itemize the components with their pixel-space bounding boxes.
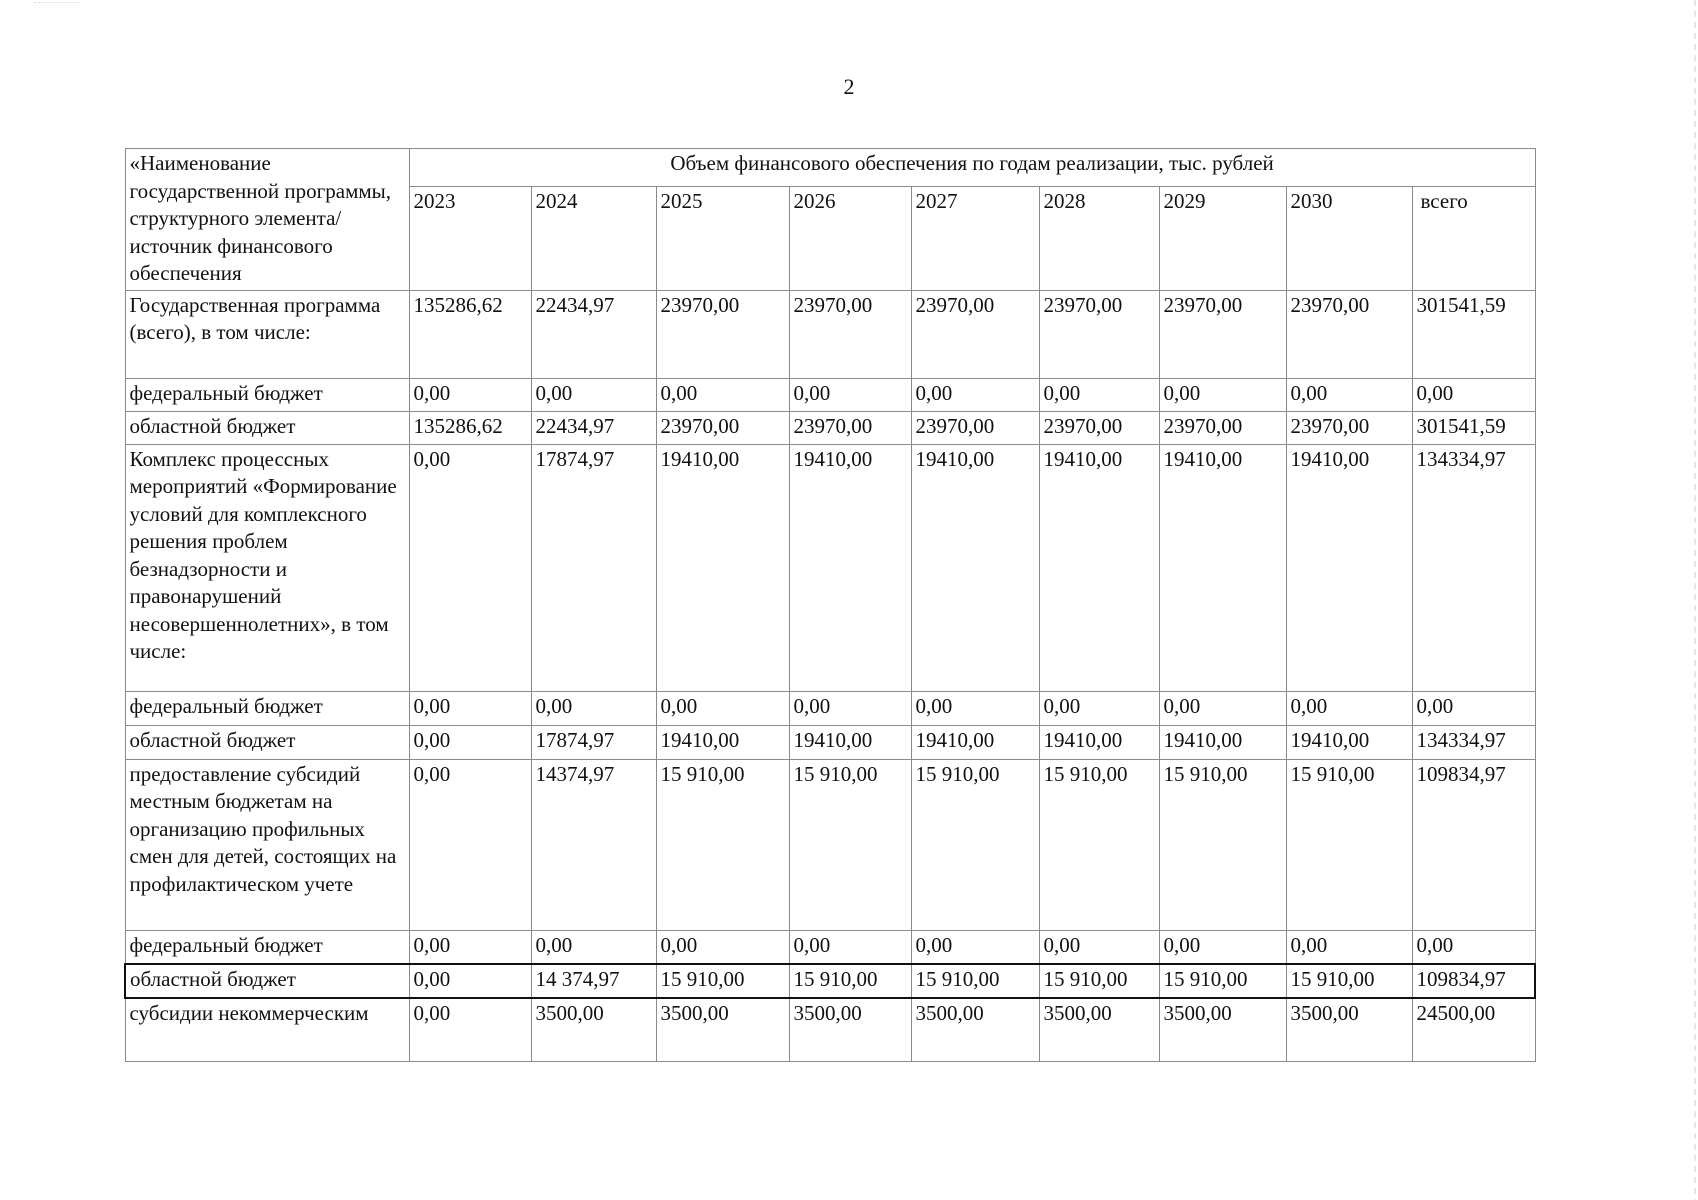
value-cell: 0,00: [789, 691, 911, 725]
value-cell: 0,00: [409, 691, 531, 725]
value-cell: 0,00: [911, 378, 1039, 411]
highlighted-row: [125, 964, 1535, 998]
total-cell: 0,00: [1412, 378, 1535, 411]
value-cell: 15 910,00: [1039, 759, 1159, 930]
value-cell: 15 910,00: [1039, 964, 1159, 998]
value-cell: 3500,00: [1286, 998, 1412, 1061]
value-cell: 0,00: [409, 444, 531, 691]
value-cell: 14374,97: [531, 759, 656, 930]
table-row: [125, 725, 1535, 759]
table-row: [125, 378, 1535, 411]
value-cell: 19410,00: [1039, 444, 1159, 691]
table-row: [125, 444, 1535, 691]
value-cell: 15 910,00: [911, 759, 1039, 930]
table-row: [125, 411, 1535, 444]
value-cell: 15 910,00: [1159, 759, 1286, 930]
financing-table: [124, 148, 1536, 1062]
value-cell: 0,00: [1039, 691, 1159, 725]
value-cell: 23970,00: [1286, 290, 1412, 378]
value-cell: 0,00: [911, 691, 1039, 725]
value-cell: 15 910,00: [656, 759, 789, 930]
value-cell: 22434,97: [531, 290, 656, 378]
value-cell: 3500,00: [1039, 998, 1159, 1061]
table-row: [125, 930, 1535, 964]
year-header: 2029: [1159, 186, 1286, 290]
value-cell: 23970,00: [1286, 411, 1412, 444]
value-cell: 19410,00: [1159, 725, 1286, 759]
value-cell: 23970,00: [1159, 411, 1286, 444]
table-row: [125, 691, 1535, 725]
value-cell: 0,00: [1286, 378, 1412, 411]
year-header: 2030: [1286, 186, 1412, 290]
value-cell: 15 910,00: [1286, 759, 1412, 930]
value-cell: 0,00: [1039, 930, 1159, 964]
value-cell: 15 910,00: [1159, 964, 1286, 998]
total-cell: 301541,59: [1412, 411, 1535, 444]
value-cell: 3500,00: [1159, 998, 1286, 1061]
year-header: 2023: [409, 186, 531, 290]
total-cell: 301541,59: [1412, 290, 1535, 378]
value-cell: 0,00: [789, 378, 911, 411]
value-cell: 0,00: [531, 691, 656, 725]
total-cell: 0,00: [1412, 930, 1535, 964]
value-cell: 23970,00: [1039, 290, 1159, 378]
row-name: федеральный бюджет: [125, 930, 409, 964]
volume-header: Объем финансового обеспечения по годам реализации, тыс. рублей: [409, 149, 1535, 187]
total-cell: 134334,97: [1412, 725, 1535, 759]
year-header: 2024: [531, 186, 656, 290]
value-cell: 23970,00: [911, 290, 1039, 378]
header-row: [125, 149, 1535, 187]
value-cell: 3500,00: [789, 998, 911, 1061]
value-cell: 23970,00: [1159, 290, 1286, 378]
value-cell: 0,00: [1286, 691, 1412, 725]
year-header: 2027: [911, 186, 1039, 290]
value-cell: 0,00: [789, 930, 911, 964]
value-cell: 19410,00: [656, 444, 789, 691]
total-cell: 24500,00: [1412, 998, 1535, 1061]
row-name: предоставление субсидий местным бюджетам на организацию профильных смен для детей, состоящих на профилактическом учете: [125, 759, 409, 930]
value-cell: 19410,00: [1286, 444, 1412, 691]
value-cell: 0,00: [409, 998, 531, 1061]
value-cell: 0,00: [409, 759, 531, 930]
value-cell: 23970,00: [1039, 411, 1159, 444]
page-number: 2: [843, 74, 855, 99]
row-name: субсидии некоммерческим: [125, 998, 409, 1061]
total-cell: 109834,97: [1412, 964, 1535, 998]
value-cell: 19410,00: [1159, 444, 1286, 691]
scan-artifact: [34, 2, 80, 5]
value-cell: 0,00: [409, 725, 531, 759]
value-cell: 0,00: [531, 378, 656, 411]
value-cell: 0,00: [1159, 691, 1286, 725]
value-cell: 0,00: [409, 930, 531, 964]
value-cell: 17874,97: [531, 444, 656, 691]
total-cell: 0,00: [1412, 691, 1535, 725]
value-cell: 19410,00: [911, 444, 1039, 691]
value-cell: 23970,00: [911, 411, 1039, 444]
value-cell: 0,00: [656, 378, 789, 411]
value-cell: 15 910,00: [1286, 964, 1412, 998]
total-header: всего: [1412, 186, 1535, 290]
value-cell: 0,00: [656, 691, 789, 725]
value-cell: 0,00: [1039, 378, 1159, 411]
value-cell: 15 910,00: [789, 759, 911, 930]
value-cell: 15 910,00: [789, 964, 911, 998]
value-cell: 15 910,00: [656, 964, 789, 998]
value-cell: 19410,00: [911, 725, 1039, 759]
row-name: федеральный бюджет: [125, 691, 409, 725]
value-cell: 19410,00: [1286, 725, 1412, 759]
table-row: [125, 290, 1535, 378]
table-row: [125, 998, 1535, 1061]
value-cell: 17874,97: [531, 725, 656, 759]
value-cell: 135286,62: [409, 411, 531, 444]
value-cell: 3500,00: [911, 998, 1039, 1061]
total-cell: 109834,97: [1412, 759, 1535, 930]
value-cell: 23970,00: [789, 290, 911, 378]
year-header: 2028: [1039, 186, 1159, 290]
value-cell: 0,00: [911, 930, 1039, 964]
value-cell: 0,00: [531, 930, 656, 964]
value-cell: 0,00: [1286, 930, 1412, 964]
value-cell: 0,00: [409, 378, 531, 411]
scan-edge: [1694, 0, 1696, 1200]
value-cell: 22434,97: [531, 411, 656, 444]
value-cell: 15 910,00: [911, 964, 1039, 998]
total-cell: 134334,97: [1412, 444, 1535, 691]
year-header: 2026: [789, 186, 911, 290]
value-cell: 0,00: [656, 930, 789, 964]
value-cell: 23970,00: [656, 411, 789, 444]
row-name: федеральный бюджет: [125, 378, 409, 411]
value-cell: 19410,00: [789, 725, 911, 759]
name-column-header: «Наименование государственной программы, структурного элемента/источник финансового обеспечения: [125, 149, 409, 291]
value-cell: 19410,00: [789, 444, 911, 691]
value-cell: 0,00: [409, 964, 531, 998]
value-cell: 19410,00: [1039, 725, 1159, 759]
value-cell: 3500,00: [656, 998, 789, 1061]
value-cell: 0,00: [1159, 930, 1286, 964]
value-cell: 23970,00: [789, 411, 911, 444]
value-cell: 3500,00: [531, 998, 656, 1061]
value-cell: 14 374,97: [531, 964, 656, 998]
value-cell: 0,00: [1159, 378, 1286, 411]
value-cell: 135286,62: [409, 290, 531, 378]
table-row: [125, 759, 1535, 930]
row-name: Комплекс процессных мероприятий «Формирование условий для комплексного решения проблем безнадзорности и правонарушений несовершеннолетних», в том числе:: [125, 444, 409, 691]
row-name: областной бюджет: [125, 725, 409, 759]
year-header: 2025: [656, 186, 789, 290]
value-cell: 23970,00: [656, 290, 789, 378]
value-cell: 19410,00: [656, 725, 789, 759]
row-name: Государственная программа (всего), в том числе:: [125, 290, 409, 378]
row-name: областной бюджет: [125, 411, 409, 444]
row-name: областной бюджет: [125, 964, 409, 998]
